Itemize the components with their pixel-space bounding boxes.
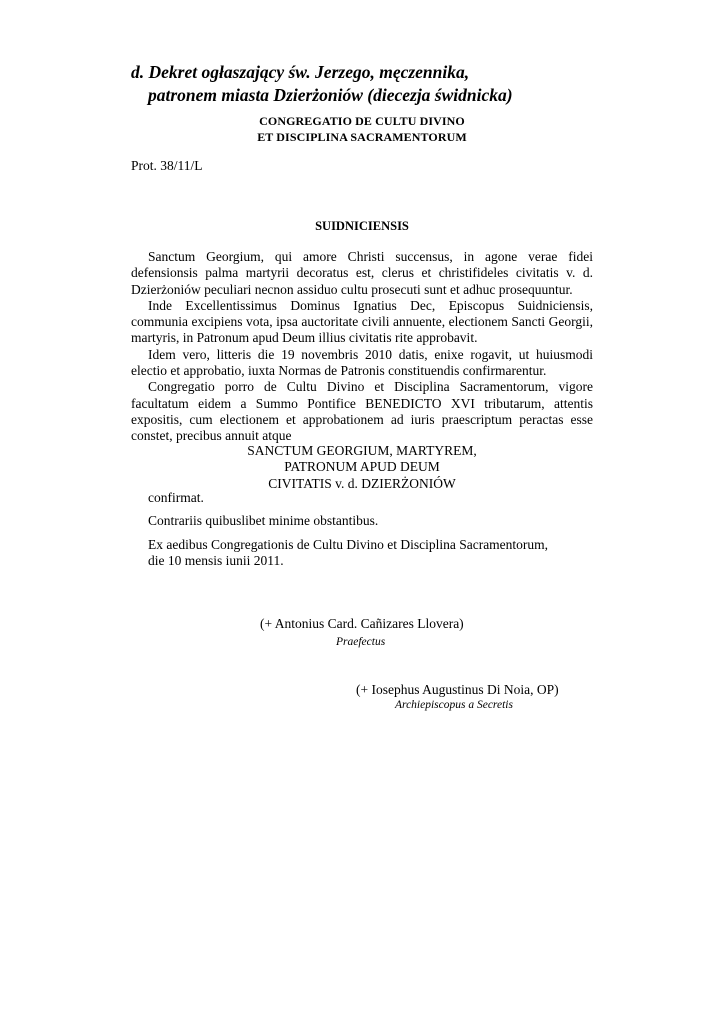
paragraph-2: Inde Excellentissimus Dominus Ignatius Dec, Episcopus Suidniciensis, communia excipiens vota, ipsa auctoritate civili annuente, electionem Sancti Georgii, martyris, in Patronum apud Deum illius civitatis rite approbavit. xyxy=(131,297,593,346)
declaration xyxy=(131,443,593,492)
congregation-line-1: CONGREGATIO DE CULTU DIVINO xyxy=(259,114,465,128)
section-heading: SUIDNICIENSIS xyxy=(315,219,409,233)
document-title xyxy=(131,61,513,107)
paragraph-3: Idem vero, litteris die 19 novembris 2010 datis, enixe rogavit, ut huiusmodi electio et approbatio, iuxta Normas de Patronis constituendis confirmarentur. xyxy=(131,346,593,379)
confirmat-text: confirmat. xyxy=(148,490,204,505)
closing-line-2: die 10 mensis iunii 2011. xyxy=(148,553,284,569)
congregation-line-2: ET DISCIPLINA SACRAMENTORUM xyxy=(257,129,467,144)
declaration-line-3: CIVITATIS v. d. DZIERŻONIÓW xyxy=(268,475,456,491)
closing-place-date xyxy=(148,537,548,570)
protocol-number: Prot. 38/11/L xyxy=(131,158,203,173)
closing-line-1: Ex aedibus Congregationis de Cultu Divino et Disciplina Sacramentorum, xyxy=(148,537,549,552)
signature-secretary-role: Archiepiscopus a Secretis xyxy=(395,699,513,711)
paragraph-4: Congregatio porro de Cultu Divino et Disciplina Sacramentorum, vigore facultatum eidem a Summo Pontifice BENEDICTO XVI tributarum, attentis expositis, cum electionem et approbationem ad iuris praescriptum peractas esse constet, precibus annuit atque xyxy=(131,379,593,444)
declaration-line-1: SANCTUM GEORGIUM, MARTYREM, xyxy=(247,443,477,458)
signature-prefect-role: Praefectus xyxy=(336,636,386,648)
paragraph-1: Sanctum Georgium, qui amore Christi succensus, in agone verae fidei defensionsis palma martyrii decoratus est, clerus et christifideles civitatis v. d. Dzierżoniów peculiari necnon assiduo cultu prosecuti sunt et adhuc prosequuntur. xyxy=(131,249,593,297)
title-line-1: d. Dekret ogłaszający św. Jerzego, męczennika, xyxy=(131,62,470,82)
title-line-2: patronem miasta Dzierżoniów (diecezja świdnicka) xyxy=(148,85,513,105)
signature-secretary-name: (+ Iosephus Augustinus Di Noia, OP) xyxy=(356,682,559,697)
decree-body xyxy=(131,249,593,445)
contrariis-text: Contrariis quibuslibet minime obstantibus. xyxy=(148,513,379,528)
congregation-header xyxy=(131,114,593,145)
signature-prefect-name: (+ Antonius Card. Cañizares Llovera) xyxy=(260,616,464,631)
declaration-line-2: PATRONUM APUD DEUM xyxy=(284,459,440,475)
